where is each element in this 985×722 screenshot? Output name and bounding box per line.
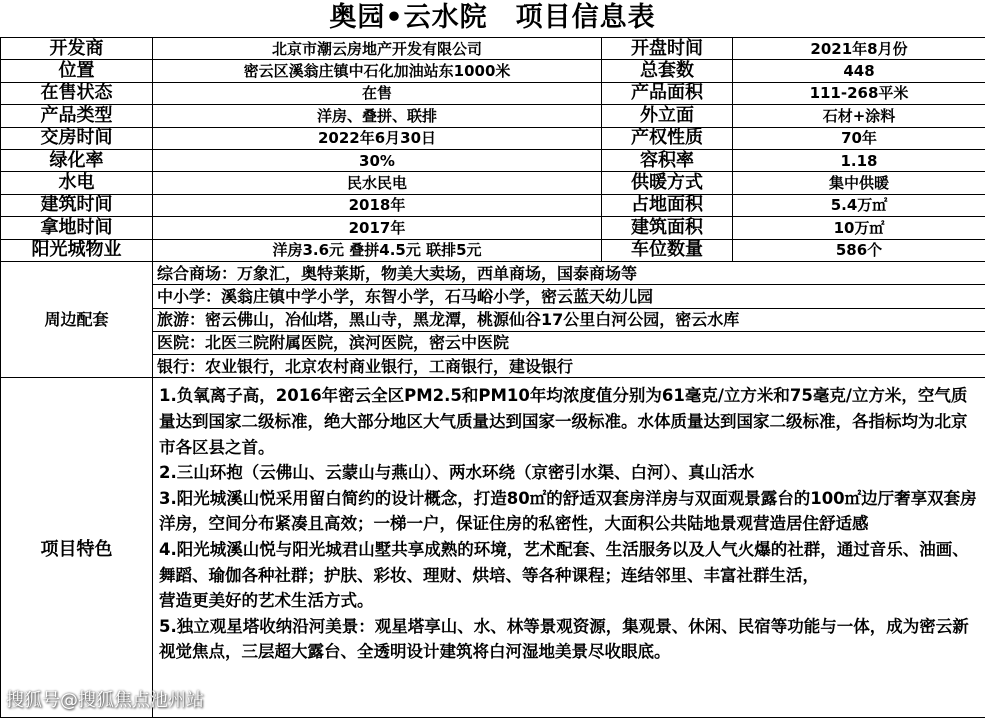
- info-value: 5.4万㎡: [733, 194, 985, 216]
- info-row: [1, 217, 985, 239]
- info-value: 石材+涂料: [733, 105, 985, 127]
- info-key: 产权性质: [602, 127, 733, 149]
- info-key: 位置: [1, 60, 153, 82]
- info-value: 10万㎡: [733, 217, 985, 239]
- info-row: [1, 194, 985, 216]
- info-key: 外立面: [602, 105, 733, 127]
- info-value: 密云区溪翁庄镇中石化加油站东1000米: [153, 60, 602, 82]
- info-key: 总套数: [602, 60, 733, 82]
- info-value: 586个: [733, 239, 985, 261]
- info-key: 建筑时间: [1, 194, 153, 216]
- watermark: 搜狐号@搜狐焦点池州站: [6, 690, 204, 711]
- feature-paragraph: 营造更美好的艺术生活方式。: [159, 591, 374, 611]
- surroundings-item: 医院：北医三院附属医院，滨河医院，密云中医院: [153, 331, 985, 354]
- info-key: 拿地时间: [1, 217, 153, 239]
- info-key: 开发商: [1, 38, 153, 60]
- info-value: 448: [733, 60, 985, 82]
- feature-paragraph: 1.负氧离子高，2016年密云全区PM2.5和PM10年均浓度值分别为61毫克/立方米和75毫克/立方米，空气质量达到国家二级标准，绝大部分地区大气质量达到国家一级标准。水体质量达到国家二级标准，各指标均为北京市各区县之首。: [159, 386, 968, 457]
- info-row: [1, 60, 985, 82]
- feature-paragraph: 4.阳光城溪山悦与阳光城君山墅共享成熟的环境，艺术配套、生活服务以及人气火爆的社群，通过音乐、油画、舞蹈、瑜伽各种社群；护肤、彩妆、理财、烘培、等各种课程；连结邻里、丰富社群生活，: [159, 539, 969, 585]
- info-key: 容积率: [602, 149, 733, 171]
- info-value: 洋房、叠拼、联排: [153, 105, 602, 127]
- info-row: [1, 239, 985, 261]
- feature-paragraph: 3.阳光城溪山悦采用留白简约的设计概念，打造80㎡的舒适双套房洋房与双面观景露台的100㎡边厅奢享双套房洋房，空间分布紧凑且高效；一梯一户，保证住房的私密性，大面积公共陆地景观营造居住舒适感: [159, 488, 977, 534]
- info-value: 在售: [153, 82, 602, 104]
- info-value: 2022年6月30日: [153, 127, 602, 149]
- info-row: [1, 149, 985, 171]
- features-content: [153, 378, 985, 718]
- info-key: 供暖方式: [602, 172, 733, 194]
- feature-paragraph: 5.独立观星塔收纳沿河美景：观星塔享山、水、林等景观资源，集观景、休闲、民宿等功能与一体，成为密云新视觉焦点，三层超大露台、全透明设计建筑将白河湿地美景尽收眼底。: [159, 616, 969, 662]
- info-value: 2017年: [153, 217, 602, 239]
- info-key: 绿化率: [1, 149, 153, 171]
- surroundings-item: 银行：农业银行，北京农村商业银行，工商银行，建设银行: [153, 355, 985, 378]
- info-key: 在售状态: [1, 82, 153, 104]
- info-row: [1, 105, 985, 127]
- info-key: 车位数量: [602, 239, 733, 261]
- info-value: 民水民电: [153, 172, 602, 194]
- info-value: 2018年: [153, 194, 602, 216]
- features-label: 项目特色: [1, 378, 153, 718]
- info-value: 30%: [153, 149, 602, 171]
- info-key: 水电: [1, 172, 153, 194]
- page-title: 奥园•云水院 项目信息表: [329, 2, 656, 33]
- project-info-table: [0, 37, 985, 718]
- info-key: 阳光城物业: [1, 239, 153, 261]
- surroundings-item: 中小学：溪翁庄镇中学小学，东智小学，石马峪小学，密云蓝天幼儿园: [153, 285, 985, 308]
- info-value: 1.18: [733, 149, 985, 171]
- info-row: [1, 38, 985, 60]
- info-value: 集中供暖: [733, 172, 985, 194]
- surroundings-item: 旅游：密云佛山，冶仙塔，黑山寺，黑龙潭，桃源仙谷17公里白河公园，密云水库: [153, 308, 985, 331]
- info-key: 产品类型: [1, 105, 153, 127]
- features-row: [1, 378, 985, 718]
- info-row: [1, 82, 985, 104]
- surroundings-label: 周边配套: [1, 261, 153, 377]
- info-row: [1, 172, 985, 194]
- info-row: [1, 127, 985, 149]
- info-value: 洋房3.6元 叠拼4.5元 联排5元: [153, 239, 602, 261]
- feature-paragraph: 2.三山环抱（云佛山、云蒙山与燕山）、两水环绕（京密引水渠、白河）、真山活水: [159, 463, 755, 483]
- info-value: 70年: [733, 127, 985, 149]
- info-key: 占地面积: [602, 194, 733, 216]
- surroundings-item: 综合商场：万象汇，奥特莱斯，物美大卖场，西单商场，国泰商场等: [153, 261, 985, 284]
- info-key: 交房时间: [1, 127, 153, 149]
- info-value: 北京市潮云房地产开发有限公司: [153, 38, 602, 60]
- info-key: 开盘时间: [602, 38, 733, 60]
- info-value: 2021年8月份: [733, 38, 985, 60]
- info-key: 建筑面积: [602, 217, 733, 239]
- info-key: 产品面积: [602, 82, 733, 104]
- surroundings-row: [1, 261, 985, 284]
- info-value: 111-268平米: [733, 82, 985, 104]
